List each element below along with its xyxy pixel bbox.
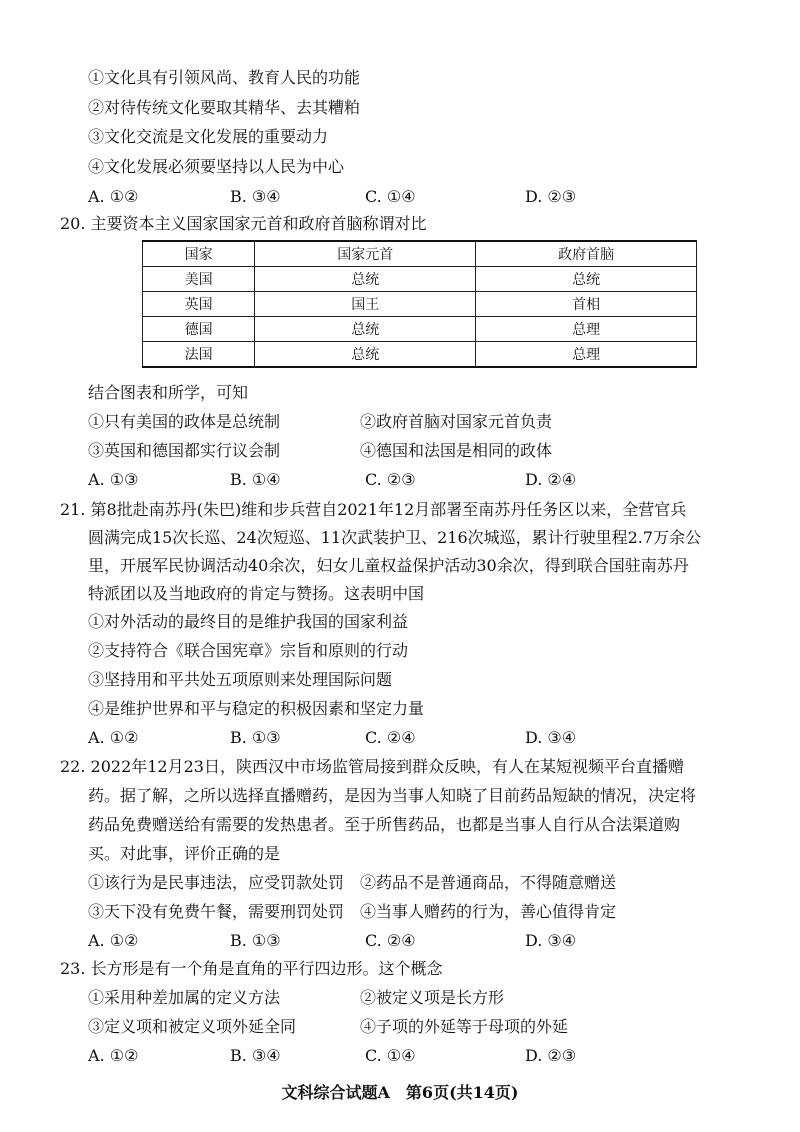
q20-item-3: ③英国和德国都实行议会制	[88, 441, 281, 460]
q19-item-4: ④文化发展必须要坚持以人民为中心	[88, 157, 345, 176]
q22-items-row-1	[88, 873, 617, 893]
q23-option-a[interactable]: A. ①②	[88, 1046, 139, 1065]
table-cell: 总理	[476, 317, 697, 342]
q22-stem-line-4: 买。对此事，评价正确的是	[88, 844, 281, 863]
q19-option-d[interactable]: D. ②③	[525, 187, 577, 206]
table-cell: 首相	[476, 292, 697, 317]
q21-item-2: ②支持符合《联合国宪章》宗旨和原则的行动	[88, 641, 409, 660]
q21-item-4: ④是维护世界和平与稳定的积极因素和坚定力量	[88, 699, 425, 718]
q19-option-c[interactable]: C. ①④	[365, 187, 416, 206]
q22-option-a[interactable]: A. ①②	[88, 931, 139, 950]
q23-option-c[interactable]: C. ①④	[365, 1046, 416, 1065]
q23-items-row-1	[88, 988, 505, 1008]
table-cell: 美国	[143, 267, 255, 292]
q19-option-b[interactable]: B. ③④	[230, 187, 281, 206]
table-cell: 总统	[255, 317, 476, 342]
q21-stem-line-3: 里，开展军民协调活动40余次，妇女儿童权益保护活动30余次，得到联合国驻南苏丹	[88, 556, 689, 575]
q22-stem-line-1: 22. 2022年12月23日，陕西汉中市场监管局接到群众反映，有人在某短视频平台直播赠	[60, 757, 684, 776]
q21-option-a[interactable]: A. ①②	[88, 728, 139, 747]
table-header-cell: 国家元首	[255, 241, 476, 267]
q21-item-3: ③坚持用和平共处五项原则来处理国际问题	[88, 670, 393, 689]
q22-option-c[interactable]: C. ②④	[365, 931, 416, 950]
table-header-cell: 国家	[143, 241, 255, 267]
q23-stem: 23. 长方形是有一个角是直角的平行四边形。这个概念	[60, 959, 443, 978]
q23-item-3: ③定义项和被定义项外延全同	[88, 1017, 297, 1036]
table-row	[143, 342, 697, 368]
q21-option-d[interactable]: D. ③④	[525, 728, 577, 747]
q20-items-row-1	[88, 412, 553, 432]
table-cell: 总理	[476, 342, 697, 368]
q23-items-row-2	[88, 1017, 569, 1037]
q21-stem-line-2: 圆满完成15次长巡、24次短巡、11次武装护卫、216次城巡，累计行驶里程2.7万余公	[88, 528, 702, 547]
table-cell: 总统	[255, 267, 476, 292]
table-cell: 总统	[476, 267, 697, 292]
q23-item-1: ①采用种差加属的定义方法	[88, 988, 281, 1007]
q23-item-2: ②被定义项是长方形	[360, 988, 505, 1007]
q22-stem-line-3: 药品免费赠送给有需要的发热患者。至于所售药品，也都是当事人自行从合法渠道购	[88, 815, 681, 834]
q20-item-1: ①只有美国的政体是总统制	[88, 412, 281, 431]
q22-option-d[interactable]: D. ③④	[525, 931, 577, 950]
q21-item-1: ①对外活动的最终目的是维护我国的国家利益	[88, 612, 409, 631]
q20-stem: 20. 主要资本主义国家国家元首和政府首脑称谓对比	[60, 214, 427, 233]
table-cell: 国王	[255, 292, 476, 317]
table-row	[143, 317, 697, 342]
q22-stem-line-2: 药。据了解，之所以选择直播赠药，是因为当事人知晓了目前药品短缺的情况，决定将	[88, 786, 697, 805]
q21-option-c[interactable]: C. ②④	[365, 728, 416, 747]
q20-option-c[interactable]: C. ②③	[365, 470, 416, 489]
q21-stem-line-4: 特派团以及当地政府的肯定与赞扬。这表明中国	[88, 584, 425, 603]
q23-option-b[interactable]: B. ③④	[230, 1046, 281, 1065]
table-header-row	[143, 241, 697, 267]
q19-option-a[interactable]: A. ①②	[88, 187, 139, 206]
q23-item-4: ④子项的外延等于母项的外延	[360, 1017, 569, 1036]
q22-option-b[interactable]: B. ①③	[230, 931, 281, 950]
q19-item-3: ③文化交流是文化发展的重要动力	[88, 127, 329, 146]
q22-item-4: ④当事人赠药的行为，善心值得肯定	[360, 902, 617, 921]
q21-stem-line-1: 21. 第8批赴南苏丹(朱巴)维和步兵营自2021年12月部署至南苏丹任务区以来，全营官兵	[60, 500, 687, 519]
table-row	[143, 292, 697, 317]
q20-items-row-2	[88, 441, 553, 461]
table-cell: 总统	[255, 342, 476, 368]
table-row	[143, 267, 697, 292]
table-cell: 英国	[143, 292, 255, 317]
table-header-cell: 政府首脑	[476, 241, 697, 267]
q22-items-row-2	[88, 902, 617, 922]
q19-item-1: ①文化具有引领风尚、教育人民的功能	[88, 68, 361, 87]
q22-item-3: ③天下没有免费午餐，需要刑罚处罚	[88, 902, 345, 921]
q23-option-d[interactable]: D. ②③	[525, 1046, 577, 1065]
q20-option-a[interactable]: A. ①③	[88, 470, 139, 489]
q19-item-2: ②对待传统文化要取其精华、去其糟粕	[88, 98, 361, 117]
page-footer: 文科综合试题A 第6页(共14页)	[281, 1083, 519, 1102]
table-cell: 德国	[143, 317, 255, 342]
q20-item-4: ④德国和法国是相同的政体	[360, 441, 553, 460]
table-cell: 法国	[143, 342, 255, 368]
q21-option-b[interactable]: B. ①③	[230, 728, 281, 747]
q20-option-d[interactable]: D. ②④	[525, 470, 577, 489]
q20-prompt: 结合图表和所学，可知	[88, 383, 249, 402]
q22-item-1: ①该行为是民事违法，应受罚款处罚	[88, 873, 345, 892]
q20-item-2: ②政府首脑对国家元首负责	[360, 412, 553, 431]
q22-item-2: ②药品不是普通商品，不得随意赠送	[360, 873, 617, 892]
q20-option-b[interactable]: B. ①④	[230, 470, 281, 489]
q20-comparison-table	[142, 240, 697, 368]
